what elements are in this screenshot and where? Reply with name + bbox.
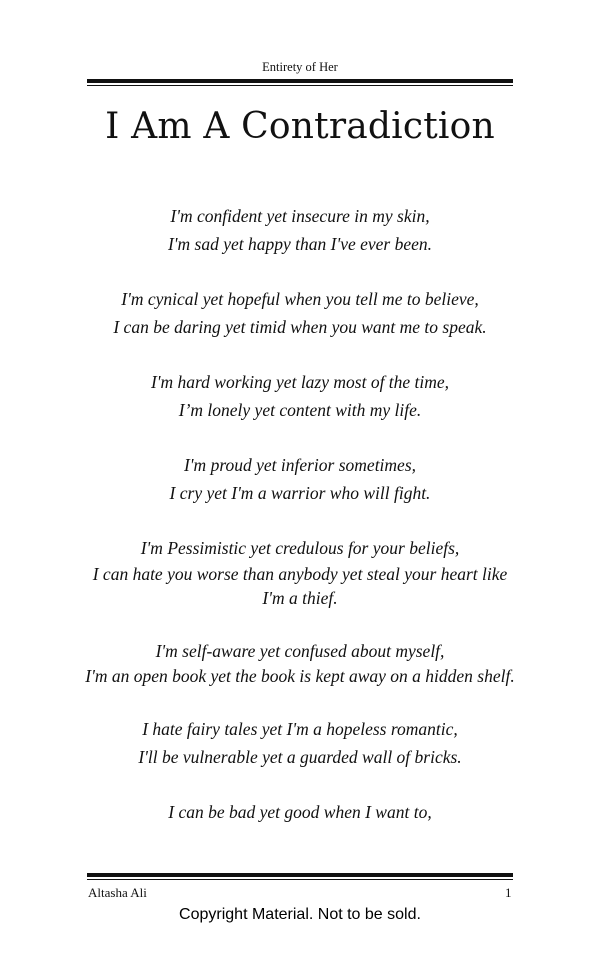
footer-rule	[87, 873, 513, 880]
poem-line: I'll be vulnerable yet a guarded wall of bricks.	[138, 746, 462, 767]
stanza	[80, 286, 520, 341]
stanza	[80, 799, 520, 827]
poem-line: I'm confident yet insecure in my skin,	[170, 206, 430, 226]
stanza	[80, 452, 520, 507]
footer-author: Altasha Ali	[88, 885, 147, 900]
stanza	[80, 716, 520, 771]
stanza	[80, 203, 520, 258]
poem-line: I'm cynical yet hopeful when you tell me to believe,	[121, 289, 479, 309]
running-header: Entirety of Her	[262, 60, 338, 74]
header-rule	[87, 79, 513, 86]
stanza	[80, 535, 520, 610]
poem-body	[80, 203, 520, 855]
poem-line: I'm hard working yet lazy most of the time,	[150, 372, 450, 392]
stanza	[80, 369, 520, 424]
poem-line: I'm Pessimistic yet credulous for your beliefs,	[140, 538, 460, 558]
poem-line: I’m lonely yet content with my life.	[178, 399, 422, 420]
poem-title: I Am A Contradiction	[105, 106, 495, 147]
stanza	[80, 638, 520, 689]
poem-line: I'm sad yet happy than I've ever been.	[167, 233, 433, 254]
page-number: 1	[505, 885, 512, 900]
poem-line: I'm proud yet inferior sometimes,	[183, 455, 417, 475]
poem-line: I cry yet I'm a warrior who will fight.	[169, 482, 431, 503]
poem-line: I'm self-aware yet confused about myself,	[155, 640, 445, 661]
copyright-notice: Copyright Material. Not to be sold.	[179, 906, 421, 923]
poem-line: I'm an open book yet the book is kept away on a hidden shelf.	[85, 666, 515, 686]
poem-line: I can be daring yet timid when you want me to speak.	[113, 316, 487, 337]
poem-line: I can hate you worse than anybody yet steal your heart like I'm a thief.	[92, 563, 508, 608]
poem-line: I can be bad yet good when I want to,	[168, 802, 432, 822]
poem-line: I hate fairy tales yet I'm a hopeless romantic,	[142, 719, 458, 739]
